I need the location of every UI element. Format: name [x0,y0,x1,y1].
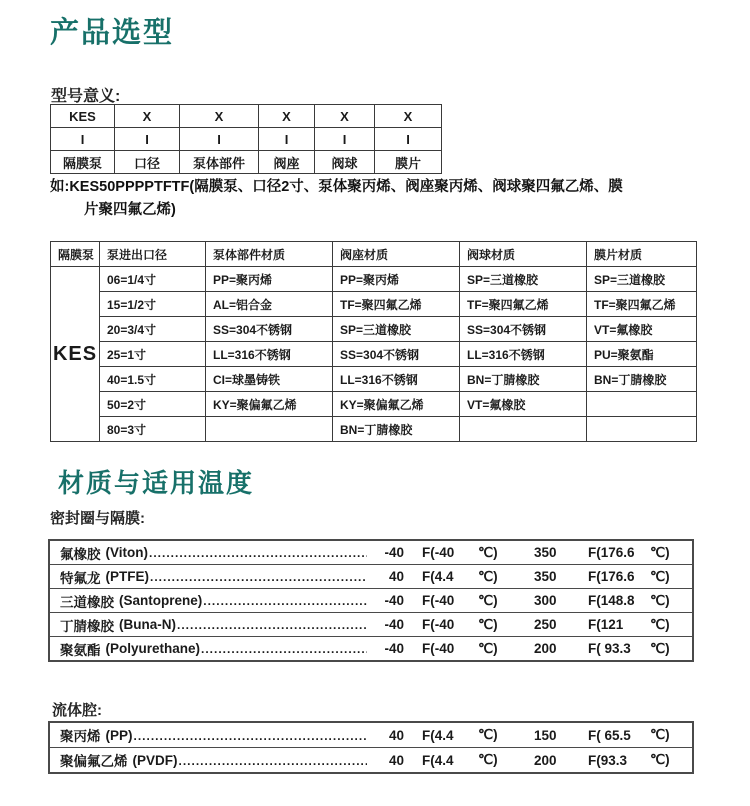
selection-table-row [51,342,697,367]
model-code-cell: X [259,105,315,128]
selection-cell-diaphragm-material: TF=聚四氟乙烯 [587,292,697,317]
selection-cell-port-size: 25=1寸 [100,342,206,367]
min-temp-unit: ℃) [478,616,498,632]
header-port-size: 泵进出口径 [100,242,206,267]
min-temp-c: F(4.4 [422,752,454,768]
material-name-cn: 氟橡胶 [60,546,101,562]
model-code-cell: 口径 [115,151,180,174]
max-temp-c: F( 65.5 [588,727,631,743]
max-temp-c: F(176.6 [588,569,635,584]
min-temp-f: -40 [384,545,404,560]
selection-cell-port-size: 40=1.5寸 [100,367,206,392]
model-code-cell: 膜片 [375,151,442,174]
dot-leader [179,753,368,768]
selection-cell-ball-material: SP=三道橡胶 [460,267,587,292]
selection-cell-port-size: 80=3寸 [100,417,206,442]
min-temp-f: -40 [384,641,404,656]
material-name-en: (Viton) [105,545,148,560]
max-temp-f: 200 [534,752,557,768]
model-code-row [51,151,442,174]
selection-cell-seat-material: BN=丁腈橡胶 [333,417,460,442]
selection-cell-ball-material: BN=丁腈橡胶 [460,367,587,392]
model-code-cell: 隔膜泵 [51,151,115,174]
selection-table-header-row [51,242,697,267]
max-temp-f: 200 [534,641,557,656]
dot-leader [177,617,367,632]
temperature-row [50,564,692,588]
selection-table-row [51,267,697,292]
material-name-cn: 丁腈橡胶 [60,618,114,634]
temperature-row [50,612,692,636]
selection-cell-body-material: AL=铝合金 [206,292,333,317]
max-temp-c: F(148.8 [588,593,635,608]
selection-cell-body-material: KY=聚偏氟乙烯 [206,392,333,417]
material-name-cn: 特氟龙 [60,570,101,586]
selection-table-row [51,417,697,442]
min-temp-unit: ℃) [478,640,498,656]
selection-cell-ball-material [460,417,587,442]
max-temp-f: 300 [534,593,557,608]
header-body-material: 泵体部件材质 [206,242,333,267]
selection-cell-ball-material: LL=316不锈钢 [460,342,587,367]
material-name-en: (Polyurethane) [105,641,201,656]
selection-cell-diaphragm-material: VT=氟橡胶 [587,317,697,342]
max-temp-f: 350 [534,545,557,560]
material-name-en: (Santoprene) [119,593,203,608]
selection-cell-diaphragm-material: BN=丁腈橡胶 [587,367,697,392]
min-temp-c: F(-40 [422,545,455,560]
header-ball-material: 阀球材质 [460,242,587,267]
min-temp-f: 40 [388,752,404,768]
min-temp-c: F(-40 [422,641,455,656]
material-name-cn: 聚丙烯 [60,729,101,744]
selection-cell-seat-material: SS=304不锈钢 [333,342,460,367]
min-temp-unit: ℃) [478,727,498,742]
max-temp-f: 250 [534,617,557,632]
dot-leader [150,569,367,584]
selection-table-row [51,292,697,317]
model-code-cell: I [315,128,375,151]
max-temp-f: 350 [534,569,557,584]
model-code-cell: I [115,128,180,151]
model-code-cell: 泵体部件 [180,151,259,174]
selection-cell-ball-material: SS=304不锈钢 [460,317,587,342]
selection-cell-diaphragm-material [587,392,697,417]
min-temp-c: F(4.4 [422,569,454,584]
min-temp-unit: ℃) [478,568,498,584]
dot-leader [203,593,367,608]
max-temp-f: 150 [534,727,557,743]
temperature-row [50,588,692,612]
header-seat-material: 阀座材质 [333,242,460,267]
model-code-cell: 阀座 [259,151,315,174]
min-temp-unit: ℃) [478,592,498,608]
model-example-line-1: 如:KES50PPPPTFTF(隔膜泵、口径2寸、泵体聚丙烯、阀座聚丙烯、阀球聚四氟乙烯、膜 [50,179,623,195]
min-temp-f: 40 [388,569,404,584]
material-name-cn: 聚偏氟乙烯 [60,754,128,769]
selection-cell-body-material: CI=球墨铸铁 [206,367,333,392]
max-temp-c: F(93.3 [588,752,628,768]
model-code-cell: X [375,105,442,128]
dot-leader [149,545,367,560]
min-temp-f: -40 [384,617,404,632]
selection-cell-port-size: 50=2寸 [100,392,206,417]
pump-series-cell: KES [51,267,100,442]
model-code-cell: KES [51,105,115,128]
selection-cell-seat-material: LL=316不锈钢 [333,367,460,392]
selection-cell-diaphragm-material: SP=三道橡胶 [587,267,697,292]
min-temp-unit: ℃) [478,752,498,767]
max-temp-unit: ℃) [650,752,670,767]
seal-temperature-table [48,539,694,662]
model-code-cell: I [51,128,115,151]
selection-cell-body-material [206,417,333,442]
temperature-row [50,636,692,660]
dot-leader [201,641,367,656]
model-example-line-2: 片聚四氟乙烯) [84,202,176,218]
page-title-product-selection: 产品选型 [50,17,175,49]
material-name-cn: 三道橡胶 [60,594,114,610]
model-code-cell: X [115,105,180,128]
min-temp-c: F(4.4 [422,727,454,743]
selection-cell-diaphragm-material: PU=聚氨酯 [587,342,697,367]
selection-cell-ball-material: TF=聚四氟乙烯 [460,292,587,317]
selection-cell-seat-material: SP=三道橡胶 [333,317,460,342]
max-temp-unit: ℃) [650,616,670,632]
selection-table-row [51,317,697,342]
max-temp-c: F(121 [588,617,624,632]
selection-table-row [51,392,697,417]
selection-table-body [51,267,697,442]
material-name-en: (PTFE) [105,569,149,584]
model-code-cell: X [180,105,259,128]
min-temp-c: F(-40 [422,617,455,632]
selection-cell-port-size: 15=1/2寸 [100,292,206,317]
fluid-temperature-table [48,721,694,774]
selection-cell-port-size: 20=3/4寸 [100,317,206,342]
max-temp-c: F( 93.3 [588,641,631,656]
min-temp-f: -40 [384,593,404,608]
model-code-cell: I [375,128,442,151]
selection-cell-diaphragm-material [587,417,697,442]
seal-diaphragm-label: 密封圈与隔膜: [50,510,145,527]
selection-cell-seat-material: KY=聚偏氟乙烯 [333,392,460,417]
selection-cell-ball-material: VT=氟橡胶 [460,392,587,417]
model-code-cell: I [180,128,259,151]
selection-cell-seat-material: PP=聚丙烯 [333,267,460,292]
max-temp-unit: ℃) [650,544,670,560]
fluid-chamber-label: 流体腔: [52,702,102,719]
material-name-en: (PVDF) [132,752,178,768]
model-code-row [51,128,442,151]
max-temp-unit: ℃) [650,568,670,584]
selection-cell-body-material: LL=316不锈钢 [206,342,333,367]
temperature-row [50,747,692,772]
min-temp-f: 40 [388,727,404,743]
selection-cell-body-material: PP=聚丙烯 [206,267,333,292]
min-temp-c: F(-40 [422,593,455,608]
model-code-table [50,104,442,174]
selection-table-row [51,367,697,392]
model-code-cell: I [259,128,315,151]
selection-cell-port-size: 06=1/4寸 [100,267,206,292]
min-temp-unit: ℃) [478,544,498,560]
material-name-cn: 聚氨酯 [60,642,101,658]
model-code-cell: X [315,105,375,128]
dot-leader [134,728,368,743]
max-temp-unit: ℃) [650,592,670,608]
max-temp-c: F(176.6 [588,545,635,560]
material-name-en: (PP) [105,727,133,743]
header-pump-type: 隔膜泵 [51,242,100,267]
max-temp-unit: ℃) [650,640,670,656]
material-name-en: (Buna-N) [119,617,176,632]
page-title-materials-temperature: 材质与适用温度 [58,468,255,498]
model-code-cell: 阀球 [315,151,375,174]
product-selection-table [50,241,697,442]
model-meaning-label: 型号意义: [51,88,121,105]
header-diaphragm-material: 膜片材质 [587,242,697,267]
model-code-table-body [51,105,442,174]
selection-cell-body-material: SS=304不锈钢 [206,317,333,342]
selection-cell-seat-material: TF=聚四氟乙烯 [333,292,460,317]
model-code-row [51,105,442,128]
model-example-text [50,176,710,222]
temperature-row [50,723,692,747]
max-temp-unit: ℃) [650,727,670,742]
temperature-row [50,541,692,564]
